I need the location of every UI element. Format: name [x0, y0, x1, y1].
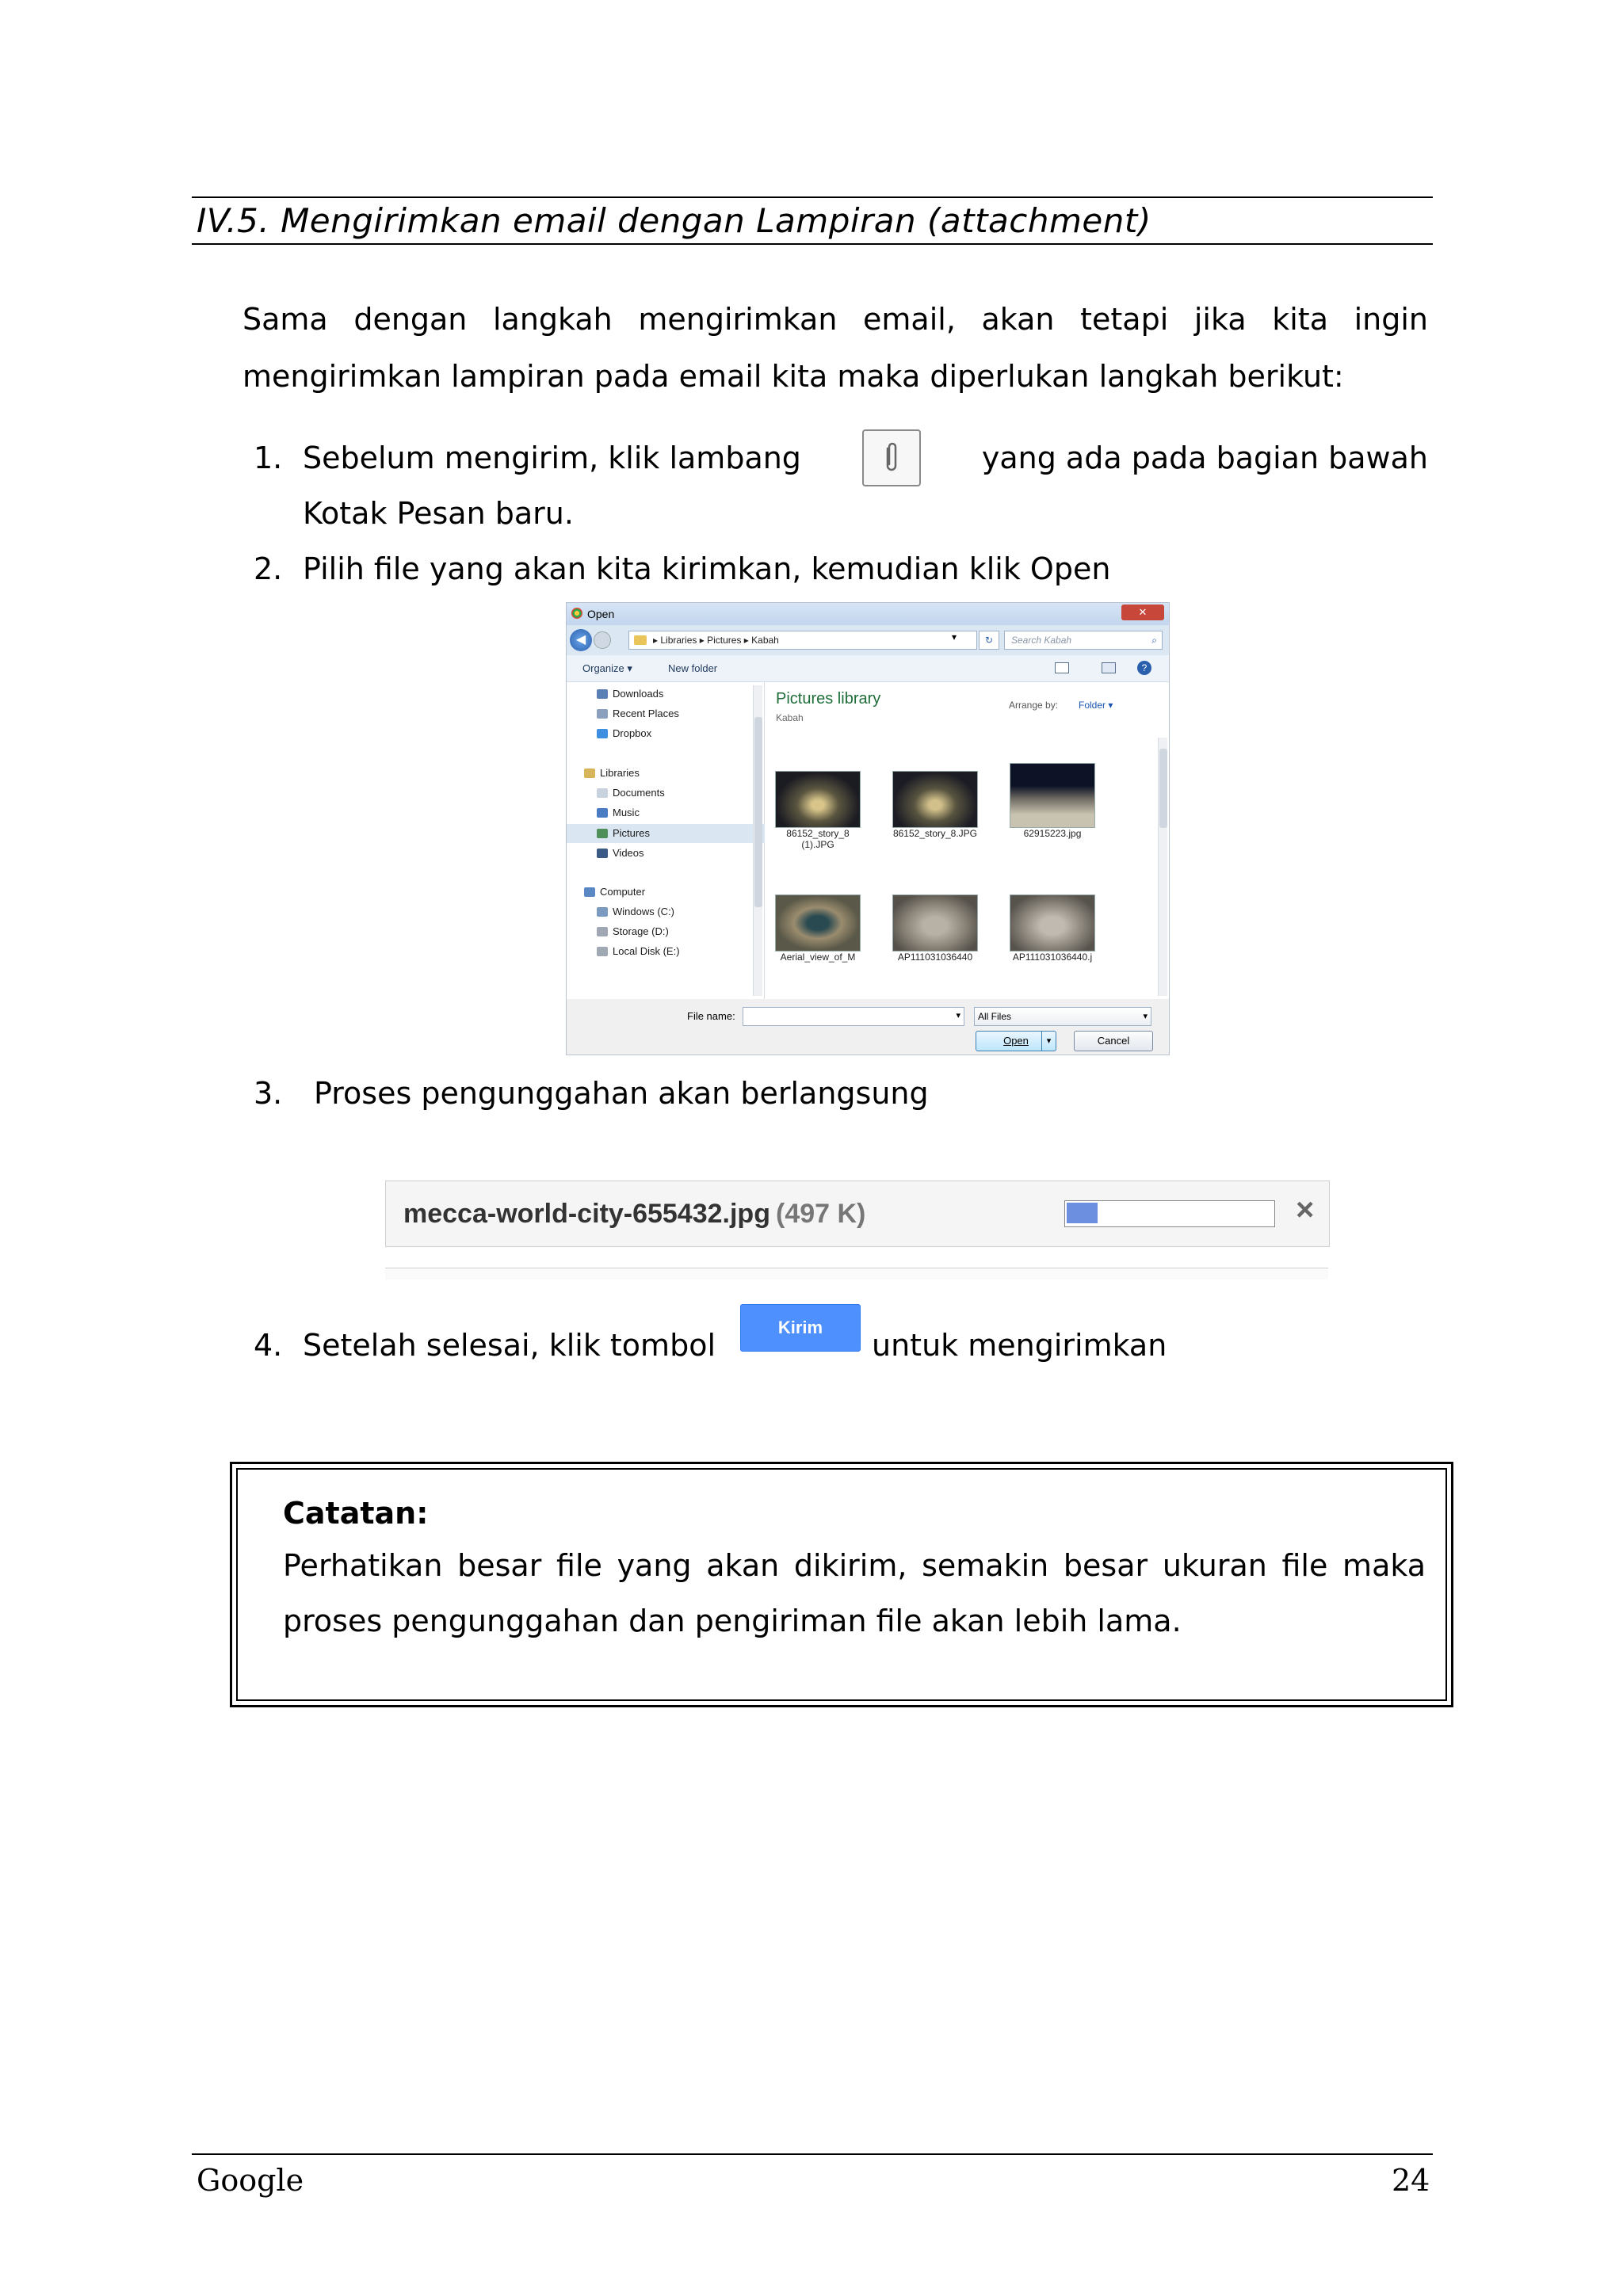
nav-item-libraries[interactable]: Libraries [584, 765, 640, 782]
step-2-number: 2. [254, 551, 283, 586]
dropbox-icon [597, 729, 608, 738]
image-thumbnail [775, 771, 861, 828]
chevron-down-icon[interactable]: ▾ [1041, 1032, 1056, 1051]
library-subtitle: Kabah [776, 712, 804, 723]
open-file-dialog [566, 602, 1170, 1055]
image-thumbnail [775, 894, 861, 952]
file-thumbnail[interactable]: 86152_story_8 (1).JPG [769, 771, 866, 850]
step-3-number: 3. [254, 1076, 283, 1111]
file-thumbnail[interactable]: 86152_story_8.JPG [887, 771, 983, 839]
new-folder-button[interactable]: New folder [668, 662, 718, 674]
upload-progress-bar [385, 1180, 1330, 1247]
intro-line-1: Sama dengan langkah mengirimkan email, akan tetapi jika kita ingin [242, 302, 1428, 337]
scrollbar-thumb[interactable] [1159, 749, 1167, 828]
image-thumbnail [1010, 894, 1095, 952]
pictures-icon [597, 829, 608, 838]
nav-item-pictures[interactable]: Pictures [597, 825, 650, 842]
file-thumbnail[interactable]: 62915223.jpg [1004, 763, 1101, 839]
nav-item-computer[interactable]: Computer [584, 883, 645, 901]
step-2-text: Pilih file yang akan kita kirimkan, kemudian klik Open [303, 551, 1111, 586]
music-icon [597, 808, 608, 818]
nav-item-drive-d[interactable]: Storage (D:) [597, 923, 669, 940]
dialog-title: Open [587, 608, 615, 620]
heading-bottom-rule [192, 243, 1433, 245]
section-heading: IV.5. Mengirimkan email dengan Lampiran (attachment) [197, 201, 1151, 240]
step-1-line-2: Kotak Pesan baru. [303, 496, 574, 531]
cancel-button[interactable]: Cancel [1074, 1031, 1153, 1051]
arrange-label: Arrange by: [1009, 700, 1059, 711]
downloads-icon [597, 689, 608, 699]
dialog-toolbar [567, 655, 1169, 682]
note-line-1: Perhatikan besar file yang akan dikirim, semakin besar ukuran file maka [283, 1548, 1426, 1583]
nav-item-videos[interactable]: Videos [597, 845, 644, 862]
breadcrumb-kabah[interactable]: Kabah [751, 635, 779, 646]
nav-scrollbar[interactable] [753, 685, 762, 996]
breadcrumb-libraries[interactable]: Libraries [660, 635, 697, 646]
libraries-icon [584, 769, 595, 778]
arrange-dropdown[interactable]: Folder ▾ [1079, 700, 1113, 711]
documents-icon [597, 788, 608, 798]
dialog-footer [567, 999, 1169, 1055]
step-1-number: 1. [254, 441, 283, 475]
search-icon: ⌕ [1151, 635, 1157, 646]
step-1-line [303, 429, 1428, 486]
step-4-text-before: Setelah selesai, klik tombol [303, 1328, 716, 1363]
scrollbar-thumb[interactable] [754, 717, 762, 907]
drive-icon [597, 907, 608, 917]
footer-rule [192, 2153, 1433, 2155]
file-name-label: File name: [687, 1010, 735, 1022]
dialog-nav-pane [567, 682, 765, 999]
dialog-address-bar [567, 625, 1169, 655]
preview-pane-icon[interactable] [1102, 662, 1116, 673]
chevron-down-icon: ▾ [1143, 1012, 1148, 1021]
nav-item-drive-c[interactable]: Windows (C:) [597, 903, 674, 921]
note-box [230, 1462, 1453, 1707]
drive-icon [597, 927, 608, 936]
file-thumbnail[interactable]: Aerial_view_of_M [769, 894, 866, 963]
file-scrollbar[interactable] [1158, 738, 1167, 996]
nav-item-recent-places[interactable]: Recent Places [597, 705, 679, 723]
library-title: Pictures library [776, 690, 881, 707]
computer-icon [584, 887, 595, 897]
nav-item-documents[interactable]: Documents [597, 784, 665, 802]
cancel-upload-icon[interactable]: × [1296, 1192, 1315, 1227]
note-title: Catatan: [283, 1496, 429, 1531]
nav-item-dropbox[interactable]: Dropbox [597, 725, 651, 742]
breadcrumb-pictures[interactable]: Pictures [707, 635, 742, 646]
dialog-file-area [765, 682, 1169, 999]
upload-size: (497 K) [776, 1199, 866, 1229]
heading-top-rule [192, 196, 1433, 198]
folder-icon [634, 635, 647, 645]
step-4-number: 4. [254, 1328, 283, 1363]
upload-area-bottom [385, 1268, 1328, 1280]
footer-title: Google [197, 2163, 304, 2198]
chevron-down-icon[interactable]: ▾ [952, 631, 957, 643]
step-3-text: Proses pengunggahan akan berlangsung [314, 1076, 929, 1111]
nav-item-music[interactable]: Music [597, 804, 640, 822]
image-thumbnail [892, 771, 978, 828]
search-input[interactable]: Search Kabah ⌕ [1004, 631, 1163, 650]
recent-places-icon [597, 709, 608, 719]
forward-arrow-icon[interactable] [594, 631, 611, 649]
file-thumbnail[interactable]: AP111031036440.j [1004, 894, 1101, 963]
step-1-text-after: yang ada pada bagian bawah [981, 441, 1428, 475]
intro-line-2: mengirimkan lampiran pada email kita maka diperlukan langkah berikut: [242, 359, 1344, 394]
organize-button[interactable]: Organize ▾ [582, 662, 632, 674]
note-line-2: proses pengunggahan dan pengiriman file akan lebih lama. [283, 1604, 1182, 1638]
file-thumbnail[interactable]: AP111031036440 [887, 894, 983, 963]
back-arrow-icon[interactable]: ◀ [570, 629, 592, 651]
dialog-titlebar [567, 603, 1169, 625]
help-icon[interactable]: ? [1137, 661, 1151, 675]
open-button[interactable]: Open ▾ [976, 1031, 1056, 1051]
paperclip-icon [862, 429, 921, 486]
videos-icon [597, 849, 608, 858]
upload-filename: mecca-world-city-655432.jpg [403, 1199, 770, 1229]
chevron-down-icon: ▾ [956, 1011, 960, 1020]
chrome-logo-icon [571, 608, 582, 619]
step-1-text-before: Sebelum mengirim, klik lambang [303, 441, 801, 475]
file-name-input[interactable] [743, 1007, 964, 1026]
step-4-text-after: untuk mengirimkan [872, 1328, 1167, 1363]
refresh-icon[interactable]: ↻ [979, 631, 999, 650]
image-thumbnail [1010, 763, 1095, 828]
file-type-select[interactable]: All Files ▾ [974, 1007, 1151, 1026]
dialog-close-button[interactable]: ✕ [1121, 605, 1164, 620]
drive-icon [597, 947, 608, 956]
view-options-icon[interactable] [1055, 662, 1069, 673]
image-thumbnail [892, 894, 978, 952]
upload-progress-fill [1067, 1203, 1098, 1223]
kirim-button[interactable]: Kirim [740, 1304, 861, 1352]
page-number: 24 [1392, 2163, 1430, 2198]
upload-progress-track [1064, 1200, 1275, 1227]
nav-item-downloads[interactable]: Downloads [597, 685, 663, 703]
breadcrumb[interactable]: ▸ Libraries ▸ Pictures ▸ Kabah [628, 631, 977, 650]
nav-item-drive-e[interactable]: Local Disk (E:) [597, 943, 680, 960]
